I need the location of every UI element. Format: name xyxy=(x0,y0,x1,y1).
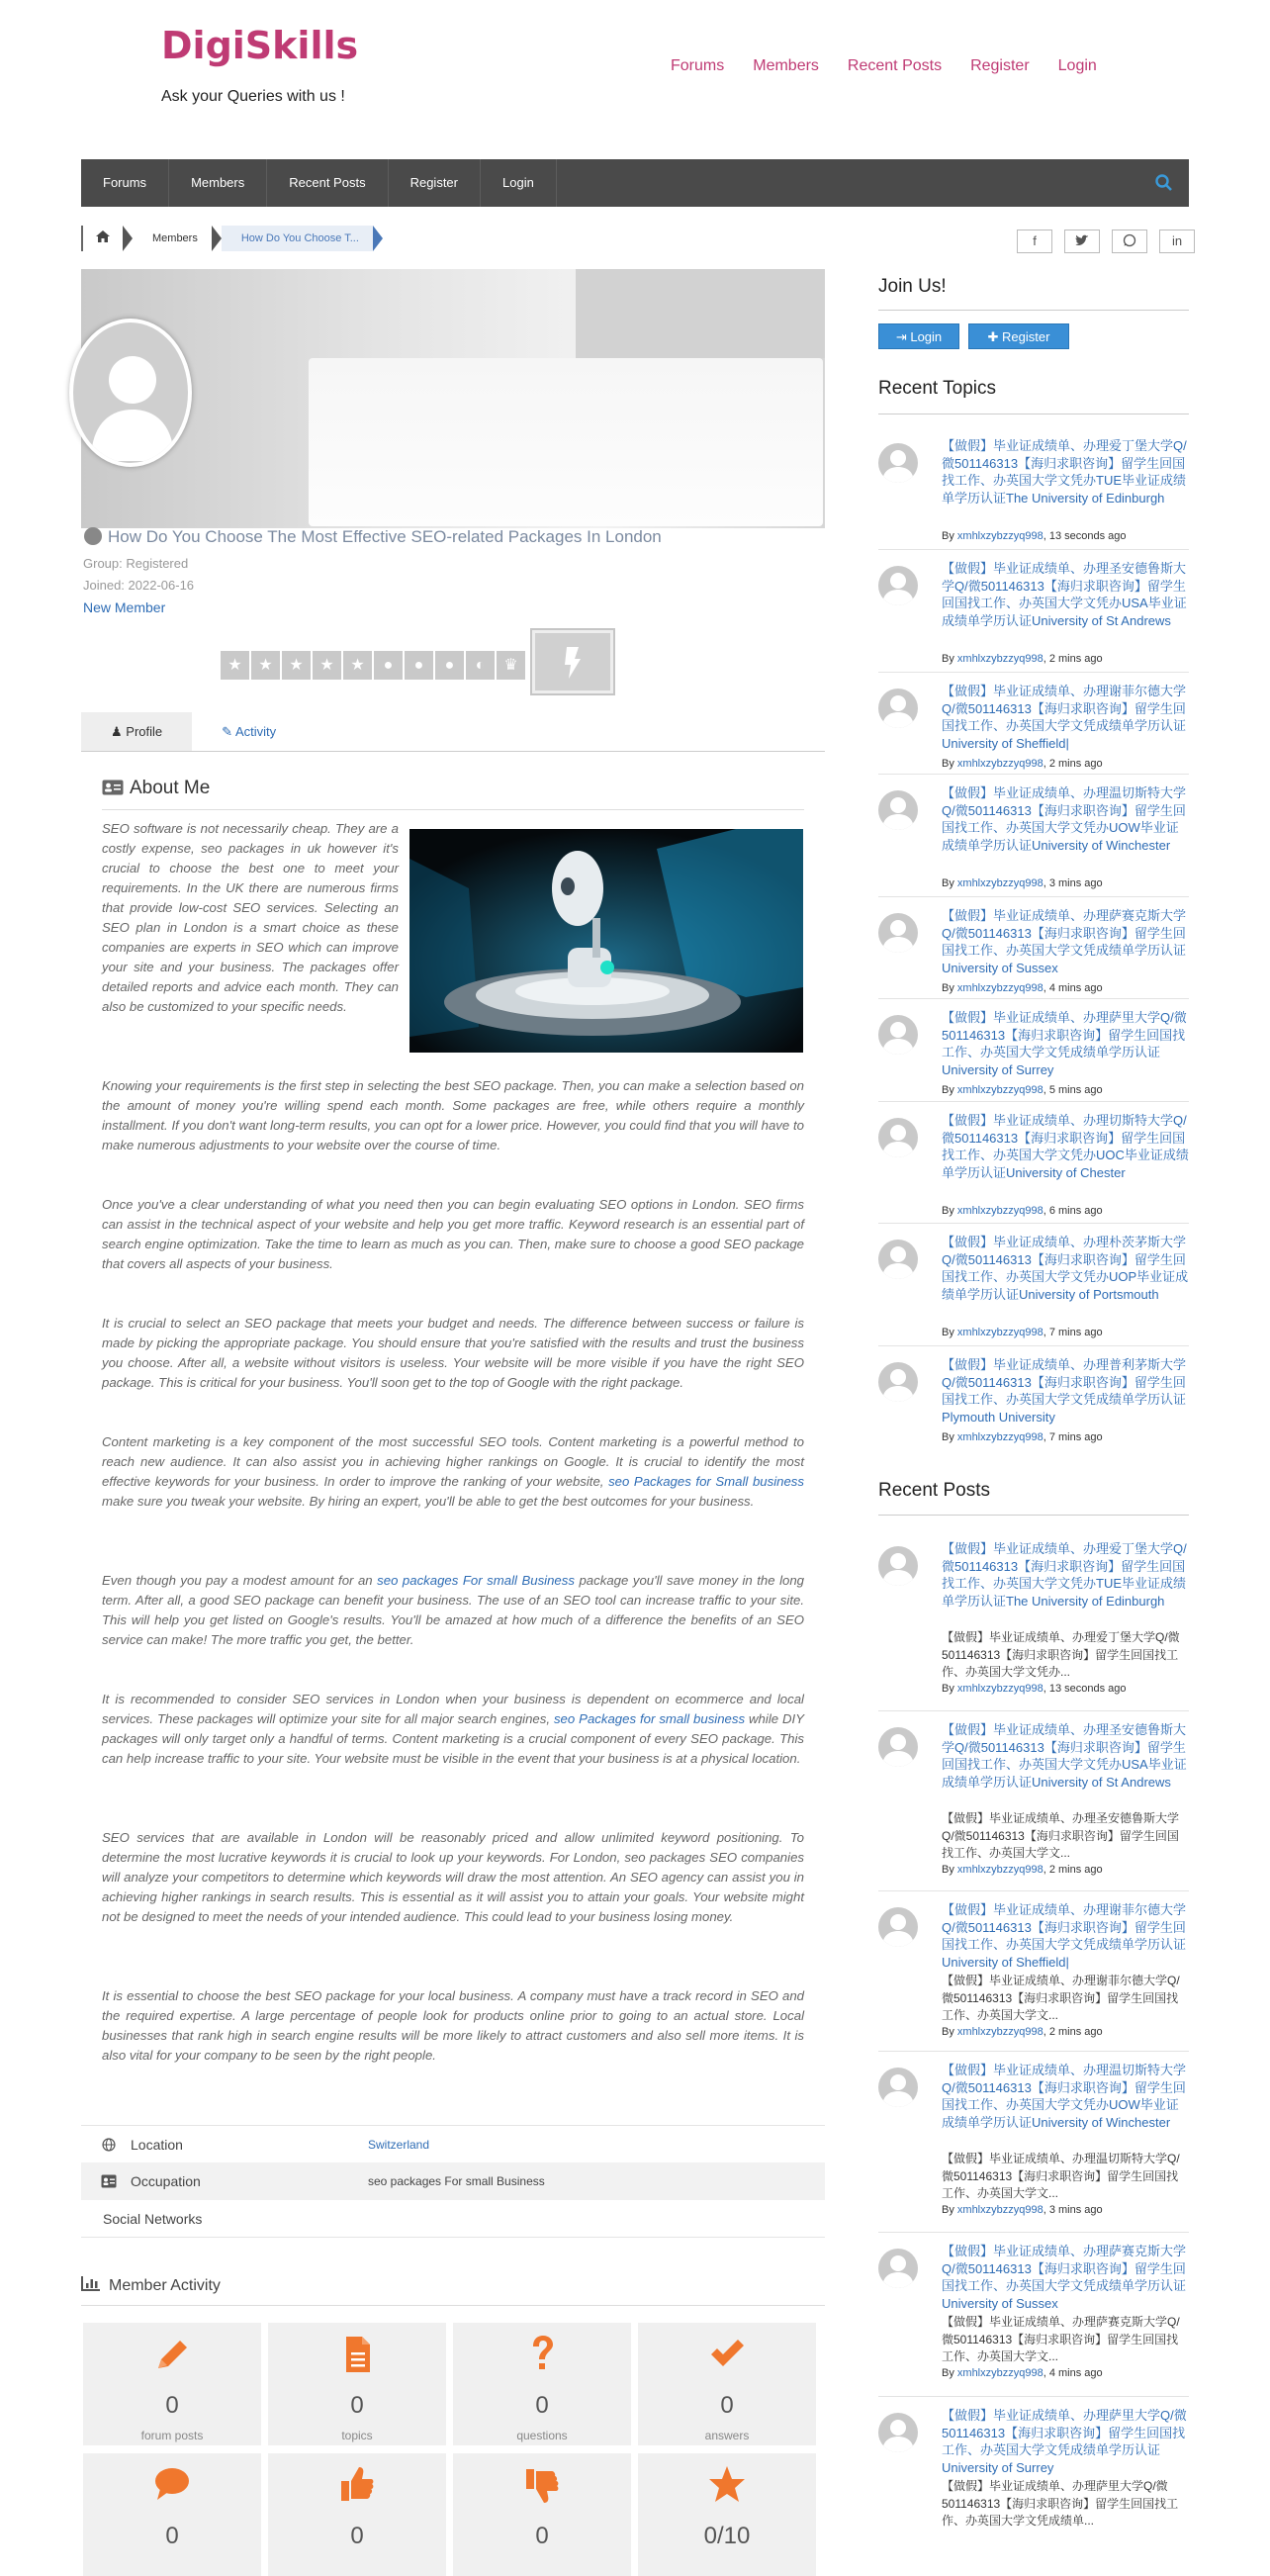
stat-questions xyxy=(453,2323,631,2445)
post-title-link[interactable]: 【做假】毕业证成绩单、办理谢菲尔德大学Q/微501146313【海归求职咨询】留学生回国找工作、办英国大学文凭成绩单学历认证University of Sheffield| xyxy=(942,1902,1187,1970)
navbar-forums[interactable]: Forums xyxy=(81,159,169,207)
avatar xyxy=(878,1546,918,1586)
profile-title xyxy=(84,527,662,547)
author-link[interactable]: xmhlxzybzzyq998 xyxy=(956,1864,1043,1876)
topic-time: , 13 seconds ago xyxy=(1043,530,1127,542)
post-title-link[interactable]: 【做假】毕业证成绩单、办理圣安德鲁斯大学Q/微501146313【海归求职咨询】留学生回国找工作、办英国大学文凭办USA毕业证成绩单学历认证University of St Andrews xyxy=(942,1722,1187,1790)
post-time: , 2 mins ago xyxy=(1043,2026,1103,2038)
post-byline xyxy=(942,1683,1127,1695)
text: while DIY packages will only target only a handful of terms. Content marketing is a crucial component of every SEO package. This can help increase traffic to your site. Your website must be visible in the event that your business is at a physical location. xyxy=(102,1711,804,1766)
author-link[interactable]: xmhlxzybzzyq998 xyxy=(956,758,1043,770)
about-paragraph xyxy=(102,1690,804,1769)
text: package you'll save money in the long term. After all, a good SEO package can benefit your business. The use of an SEO tool can increase traffic to your site. This will help you get listed on Google's results. You'll be amazed at how much of a difference the benefits of an SEO service can make! The more traffic you get, the better. xyxy=(102,1573,804,1647)
topnav-forums[interactable]: Forums xyxy=(671,57,725,74)
topic-title-link[interactable]: 【做假】毕业证成绩单、办理萨里大学Q/微501146313【海归求职咨询】留学生回国找工作、办英国大学文凭成绩单学历认证University of Surrey xyxy=(942,1010,1187,1077)
by-label: By xyxy=(942,1084,957,1096)
by-label: By xyxy=(942,1327,957,1338)
stat-dislikes xyxy=(453,2453,631,2576)
activity-heading-text: Member Activity xyxy=(109,2277,221,2294)
avatar xyxy=(878,443,918,483)
tab-profile[interactable] xyxy=(81,712,192,751)
about-paragraph xyxy=(102,1571,804,1650)
comment-icon xyxy=(152,2463,192,2507)
stat-value: 0 xyxy=(350,2523,364,2549)
topic-byline xyxy=(942,758,1103,770)
author-link[interactable]: xmhlxzybzzyq998 xyxy=(956,2026,1043,2038)
occupation-row xyxy=(81,2162,825,2200)
author-link[interactable]: xmhlxzybzzyq998 xyxy=(956,653,1043,665)
search-icon[interactable] xyxy=(1153,172,1175,194)
stat-value: 0 xyxy=(350,2392,364,2419)
by-label: By xyxy=(942,653,957,665)
star-icon: ★ xyxy=(250,650,281,681)
recent-topics-heading: Recent Topics xyxy=(878,378,996,399)
topnav-login[interactable]: Login xyxy=(1057,57,1097,74)
post-excerpt: 【做假】毕业证成绩单、办理爱丁堡大学Q/微501146313【海归求职咨询】留学生回国找工作、办英国大学文凭办... xyxy=(942,1630,1180,1679)
circle-icon: ● xyxy=(373,650,404,681)
occupation-value: seo packages For small Business xyxy=(368,2174,545,2188)
post-title-link[interactable]: 【做假】毕业证成绩单、办理爱丁堡大学Q/微501146313【海归求职咨询】留学生回国找工作、办英国大学文凭办TUE毕业证成绩单学历认证The University of Edinburgh xyxy=(942,1541,1187,1609)
author-link[interactable]: xmhlxzybzzyq998 xyxy=(956,1327,1043,1338)
comments-icon: ✎ xyxy=(222,724,235,739)
avatar xyxy=(878,790,918,830)
about-paragraph xyxy=(102,1432,804,1512)
thumbs-up-icon xyxy=(337,2463,377,2507)
about-paragraph: It is crucial to select an SEO package that meets your budget and needs. The difference between success or failure is made by picking the appropriate package. You should ensure that you're satisfied with the results and trust the business you choose. After all, a website without visitors is useless. Your website will be more visible if you have the right SEO package. This is critical for your business. You'll soon get to the top of Google with the right package. xyxy=(102,1316,804,1390)
topic-time: , 7 mins ago xyxy=(1043,1431,1103,1443)
stat-value: 0/10 xyxy=(703,2523,751,2549)
breadcrumb-members[interactable]: Members xyxy=(152,232,198,244)
stat-value: 0 xyxy=(535,2392,549,2419)
tab-activity[interactable] xyxy=(192,712,306,751)
topic-time: , 2 mins ago xyxy=(1043,653,1103,665)
login-icon: ⇥ xyxy=(895,329,911,344)
breadcrumb xyxy=(81,226,383,251)
location-row xyxy=(81,2125,825,2162)
by-label: By xyxy=(942,1431,957,1443)
stat-topics xyxy=(268,2323,446,2445)
recent-posts-heading: Recent Posts xyxy=(878,1480,990,1501)
author-link[interactable]: xmhlxzybzzyq998 xyxy=(956,2367,1043,2379)
rating-stars xyxy=(220,650,526,681)
question-icon xyxy=(522,2333,562,2376)
tab-profile-label: Profile xyxy=(126,724,163,739)
navbar-register[interactable]: Register xyxy=(389,159,481,207)
stat-label: forum posts xyxy=(140,2429,204,2442)
activity-heading xyxy=(81,2275,221,2295)
profile-avatar xyxy=(69,319,192,467)
star-icon xyxy=(707,2463,747,2507)
by-label: By xyxy=(942,877,957,889)
topic-title-link[interactable]: 【做假】毕业证成绩单、办理圣安德鲁斯大学Q/微501146313【海归求职咨询】留学生回国找工作、办英国大学文凭办USA毕业证成绩单学历认证University of St Andrews xyxy=(942,561,1187,628)
site-header xyxy=(0,0,1270,158)
register-button-label: Register xyxy=(1002,329,1050,344)
topic-byline xyxy=(942,653,1103,665)
rank-badge xyxy=(532,630,613,693)
topic-time: , 5 mins ago xyxy=(1043,1084,1103,1096)
author-link[interactable]: xmhlxzybzzyq998 xyxy=(956,982,1043,994)
seo-packages-link[interactable]: seo Packages for Small business xyxy=(608,1474,804,1489)
text: make sure you tweak your website. By hiring an expert, you'll be able to get the best outcomes for your business. xyxy=(102,1494,755,1509)
circle-icon: ● xyxy=(404,650,434,681)
topic-title-link[interactable]: 【做假】毕业证成绩单、办理萨赛克斯大学Q/微501146313【海归求职咨询】留学生回国找工作、办英国大学文凭成绩单学历认证University of Sussex xyxy=(942,908,1187,975)
avatar xyxy=(878,689,918,728)
stat-comments xyxy=(83,2453,261,2576)
profile-tabs xyxy=(81,712,825,752)
avatar xyxy=(878,1118,918,1157)
about-heading xyxy=(102,778,210,799)
about-paragraph: SEO software is not necessarily cheap. They are a costly expense, seo packages in uk however it's crucial to choose the best one to meet your requirements. In the UK there are numerous firms that provide low-cost SEO services. Selecting an SEO plan in London is a smart choice as these companies are experts in SEO which can improve your site and your business. The packages offer detailed reports and advice each month. They can also be customized to your specific needs. xyxy=(102,821,399,1014)
profile-cover xyxy=(81,269,825,528)
navbar-recent-posts[interactable]: Recent Posts xyxy=(267,159,388,207)
social-row xyxy=(81,2200,825,2238)
stat-answers xyxy=(638,2323,816,2445)
author-link[interactable]: xmhlxzybzzyq998 xyxy=(956,530,1043,542)
about-paragraph: Knowing your requirements is the first step in selecting the best SEO package. Then, you can make a selection based on the amount of money you're willing spend each month. Some packages are free, while others require a monthly installment. If you don't want long-term results, you can opt for a lower price. However, you could find that you will have to make numerous adjustments to your website over the course of time. xyxy=(102,1078,804,1152)
by-label: By xyxy=(942,2204,957,2216)
topic-time: , 7 mins ago xyxy=(1043,1327,1103,1338)
bar-chart-icon xyxy=(81,2275,101,2291)
author-link[interactable]: xmhlxzybzzyq998 xyxy=(956,1683,1043,1695)
by-label: By xyxy=(942,1683,957,1695)
login-button-label: Login xyxy=(910,329,943,344)
about-paragraph: It is essential to choose the best SEO package for your local business. A company must have a track record in SEO and the required expertise. A large percentage of people look for products online prior to going to an actual store. Local businesses that rank high in search engine results will be more likely to attract customers and also sell more items. It is also vital for your company to be seen by the right people. xyxy=(102,1988,804,2063)
post-byline xyxy=(942,2026,1103,2038)
text: Even though you pay a modest amount for an xyxy=(102,1573,378,1588)
post-time: , 3 mins ago xyxy=(1043,2204,1103,2216)
text: It is recommended to consider SEO services in London when your business is dependent on ecommerce and local services. These packages will optimize your site for all major search engines, xyxy=(102,1692,804,1726)
login-button[interactable] xyxy=(878,323,959,349)
topic-title-link[interactable]: 【做假】毕业证成绩单、办理普利茅斯大学Q/微501146313【海归求职咨询】留学生回国找工作、办英国大学文凭成绩单学历认证Plymouth University xyxy=(942,1357,1187,1425)
avatar xyxy=(878,1907,918,1947)
post-excerpt: 【做假】毕业证成绩单、办理萨赛克斯大学Q/微501146313【海归求职咨询】留学生回国找工作、办英国大学文... xyxy=(942,2315,1180,2363)
avatar xyxy=(878,2249,918,2288)
topic-time: , 3 mins ago xyxy=(1043,877,1103,889)
author-link[interactable]: xmhlxzybzzyq998 xyxy=(956,1431,1043,1443)
stat-value: 0 xyxy=(720,2392,734,2419)
topic-time: , 4 mins ago xyxy=(1043,982,1103,994)
topnav-members[interactable]: Members xyxy=(753,57,819,74)
avatar xyxy=(878,2413,918,2452)
seo-packages-link[interactable]: seo packages For small Business xyxy=(377,1573,575,1588)
register-button[interactable] xyxy=(968,323,1069,349)
trophy-icon: ♛ xyxy=(496,650,526,681)
post-title-link[interactable]: 【做假】毕业证成绩单、办理萨赛克斯大学Q/微501146313【海归求职咨询】留学生回国找工作、办英国大学文凭成绩单学历认证University of Sussex xyxy=(942,2244,1187,2311)
profile-joined: Joined: 2022-06-16 xyxy=(83,578,195,593)
post-time: , 13 seconds ago xyxy=(1043,1683,1127,1695)
profile-title-text: How Do You Choose The Most Effective SEO-related Packages In London xyxy=(108,527,662,546)
by-label: By xyxy=(942,2026,957,2038)
tab-activity-label: Activity xyxy=(234,724,277,739)
profile-rank: New Member xyxy=(83,599,166,615)
seo-packages-link[interactable]: seo Packages for small business xyxy=(553,1711,746,1726)
topic-title-link[interactable]: 【做假】毕业证成绩单、办理切斯特大学Q/微501146313【海归求职咨询】留学生回国找工作、办英国大学文凭办UOC毕业证成绩单学历认证University of Chester xyxy=(942,1113,1189,1180)
pencil-icon xyxy=(152,2333,192,2376)
stat-value: 0 xyxy=(165,2392,179,2419)
topic-byline xyxy=(942,530,1127,542)
robot-image xyxy=(409,829,803,1053)
id-card-icon xyxy=(101,2174,117,2188)
avatar xyxy=(878,1727,918,1767)
document-icon xyxy=(337,2333,377,2376)
avatar xyxy=(878,913,918,953)
topic-byline xyxy=(942,1431,1103,1443)
forum-navbar xyxy=(81,159,1189,207)
topic-byline xyxy=(942,1327,1103,1338)
post-time: , 4 mins ago xyxy=(1043,2367,1103,2379)
star-icon: ★ xyxy=(342,650,373,681)
topnav-recent-posts[interactable]: Recent Posts xyxy=(847,57,943,74)
stat-value: 0 xyxy=(535,2523,549,2549)
author-link[interactable]: xmhlxzybzzyq998 xyxy=(956,1084,1043,1096)
whatsapp-icon[interactable] xyxy=(1112,230,1147,253)
by-label: By xyxy=(942,2367,957,2379)
by-label: By xyxy=(942,1205,957,1217)
circle-icon: ● xyxy=(434,650,465,681)
tagline: Ask your Queries with us ! xyxy=(161,88,345,105)
avatar xyxy=(878,1362,918,1402)
post-time: , 2 mins ago xyxy=(1043,1864,1103,1876)
avatar xyxy=(878,2068,918,2107)
navbar-login[interactable]: Login xyxy=(481,159,557,207)
topic-byline xyxy=(942,1205,1103,1217)
topic-time: , 2 mins ago xyxy=(1043,758,1103,770)
about-paragraph: Once you've a clear understanding of what you need then you can begin evaluating SEO options in London. SEO firms can assist in the technical aspect of your website and help you get more traffic. Keyword research is an essential part of search engine optimization. Take the time to learn as much as you can. Then, make sure to choose a good SEO package that covers all aspects of your business. xyxy=(102,1197,804,1271)
location-label: Location xyxy=(131,2137,183,2153)
topic-byline xyxy=(942,982,1103,994)
social-label: Social Networks xyxy=(103,2211,203,2227)
topnav-register[interactable]: Register xyxy=(970,57,1030,74)
avatar xyxy=(878,1240,918,1279)
home-icon[interactable] xyxy=(83,226,123,251)
by-label: By xyxy=(942,982,957,994)
occupation-label: Occupation xyxy=(131,2173,201,2189)
post-excerpt: 【做假】毕业证成绩单、办理萨里大学Q/微501146313【海归求职咨询】留学生回国找工作、办英国大学文凭成绩单... xyxy=(942,2479,1179,2528)
status-icon xyxy=(84,527,102,545)
topic-time: , 6 mins ago xyxy=(1043,1205,1103,1217)
location-value[interactable]: Switzerland xyxy=(368,2138,430,2152)
user-icon: ♟ xyxy=(111,724,127,739)
linkedin-icon[interactable]: in xyxy=(1159,230,1195,253)
post-byline xyxy=(942,1864,1103,1876)
profile-group: Group: Registered xyxy=(83,556,189,571)
check-icon xyxy=(707,2333,747,2376)
stat-value: 0 xyxy=(165,2523,179,2549)
brand-logo[interactable]: DigiSkills xyxy=(161,24,359,67)
author-link[interactable]: xmhlxzybzzyq998 xyxy=(956,877,1043,889)
half-circle-icon: ◐ xyxy=(465,650,496,681)
thumbs-down-icon xyxy=(522,2463,562,2507)
post-byline xyxy=(942,2367,1103,2379)
stat-label: answers xyxy=(704,2429,750,2442)
stat-rating xyxy=(638,2453,816,2576)
star-icon: ★ xyxy=(312,650,342,681)
star-icon: ★ xyxy=(281,650,312,681)
globe-icon xyxy=(101,2138,117,2152)
author-link[interactable]: xmhlxzybzzyq998 xyxy=(956,2204,1043,2216)
share-buttons xyxy=(1017,230,1195,253)
avatar xyxy=(878,1015,918,1055)
post-title-link[interactable]: 【做假】毕业证成绩单、办理萨里大学Q/微501146313【海归求职咨询】留学生回国找工作、办英国大学文凭成绩单学历认证University of Surrey xyxy=(942,2408,1187,2475)
by-label: By xyxy=(942,1864,957,1876)
stat-likes xyxy=(268,2453,446,2576)
breadcrumb-current: How Do You Choose T... xyxy=(222,226,373,251)
topic-title-link[interactable]: 【做假】毕业证成绩单、办理谢菲尔德大学Q/微501146313【海归求职咨询】留学生回国找工作、办英国大学文凭成绩单学历认证University of Sheffield| xyxy=(942,684,1187,751)
text: Content marketing is a key component of the most successful SEO tools. Content marketing is a powerful method to reach new audience. It can also assist you in achieving higher rankings on Google. It is crucial to identify the most effective keywords for your business. In order to improve the ranking of your website, xyxy=(102,1434,804,1489)
topic-byline xyxy=(942,877,1103,889)
about-heading-text: About Me xyxy=(130,778,211,798)
topic-title-link[interactable]: 【做假】毕业证成绩单、办理温切斯特大学Q/微501146313【海归求职咨询】留学生回国找工作、办英国大学文凭办UOW毕业证成绩单学历认证University of Winchester xyxy=(942,785,1187,853)
join-heading: Join Us! xyxy=(878,276,947,297)
author-link[interactable]: xmhlxzybzzyq998 xyxy=(956,1205,1043,1217)
topic-title-link[interactable]: 【做假】毕业证成绩单、办理朴茨茅斯大学Q/微501146313【海归求职咨询】留学生回国找工作、办英国大学文凭办UOP毕业证成绩单学历认证University of Portsmouth xyxy=(942,1235,1189,1302)
by-label: By xyxy=(942,530,957,542)
topic-title-link[interactable]: 【做假】毕业证成绩单、办理爱丁堡大学Q/微501146313【海归求职咨询】留学生回国找工作、办英国大学文凭办TUE毕业证成绩单学历认证The University of Edinburgh xyxy=(942,438,1187,506)
post-excerpt: 【做假】毕业证成绩单、办理温切斯特大学Q/微501146313【海归求职咨询】留学生回国找工作、办英国大学文... xyxy=(942,2152,1180,2200)
post-excerpt: 【做假】毕业证成绩单、办理谢菲尔德大学Q/微501146313【海归求职咨询】留学生回国找工作、办英国大学文... xyxy=(942,1974,1180,2022)
by-label: By xyxy=(942,758,957,770)
id-card-icon xyxy=(102,780,124,795)
avatar xyxy=(878,566,918,605)
facebook-icon[interactable]: f xyxy=(1017,230,1052,253)
post-excerpt: 【做假】毕业证成绩单、办理圣安德鲁斯大学Q/微501146313【海归求职咨询】留学生回国找工作、办英国大学文... xyxy=(942,1811,1180,1860)
top-nav xyxy=(671,57,1126,75)
navbar-members[interactable]: Members xyxy=(169,159,267,207)
twitter-icon[interactable] xyxy=(1064,230,1100,253)
post-byline xyxy=(942,2204,1103,2216)
add-user-icon: ✚ xyxy=(987,329,1003,344)
topic-byline xyxy=(942,1084,1103,1096)
post-title-link[interactable]: 【做假】毕业证成绩单、办理温切斯特大学Q/微501146313【海归求职咨询】留学生回国找工作、办英国大学文凭办UOW毕业证成绩单学历认证University of Winchester xyxy=(942,2063,1187,2130)
stat-label: questions xyxy=(516,2429,568,2442)
about-paragraph: SEO services that are available in London will be reasonably priced and allow unlimited keyword positioning. To determine the most lucrative keywords it is crucial to look up your keywords. For London, seo packages SEO companies will analyze your competitors to determine which keywords will draw the most attention. An SEO agency can assist you in achieving higher rankings in search results. This is essential as it will assist you to attain your goals. Your website might not be designed to meet the needs of your intended audience. This could lead to your business losing money. xyxy=(102,1830,804,1924)
stat-forum-posts xyxy=(83,2323,261,2445)
stat-label: topics xyxy=(341,2429,373,2442)
star-icon: ★ xyxy=(220,650,250,681)
